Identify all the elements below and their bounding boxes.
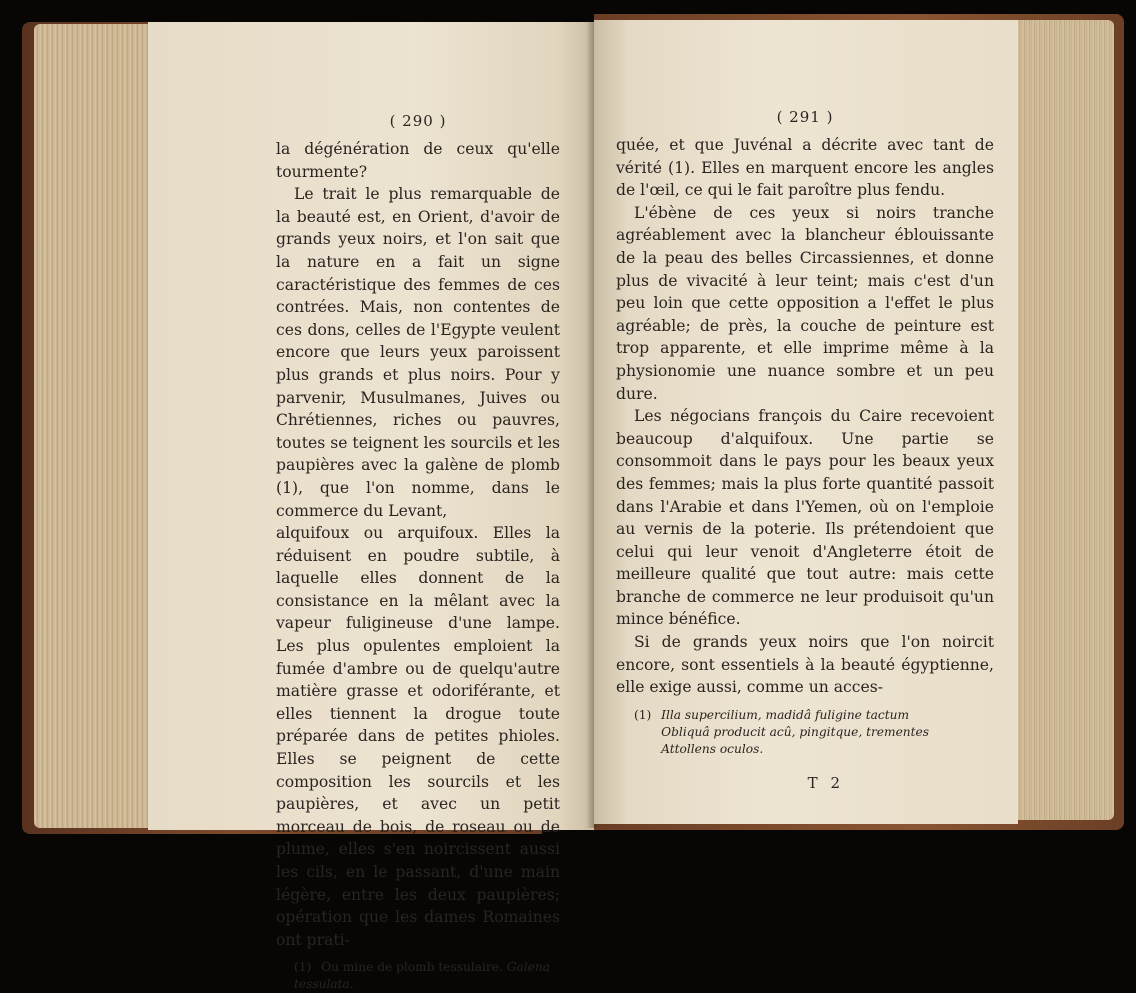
right-footnote-verse xyxy=(661,707,929,758)
right-page-edges xyxy=(1010,20,1114,820)
right-paragraph-2: L'ébène de ces yeux si noirs tranche agréablement avec la blancheur éblouissante de la peau des belles Circassiennes, et donne plus de vivacité à leur teint; mais c'est d'un peu loin que cette opposition a l'effet le plus agréable; de près, la couche de peinture est trop apparente, et elle imprime même à la physionomie une nuance sombre et un peu dure. xyxy=(616,203,994,403)
right-paragraph-4: Si de grands yeux noirs que l'on noircit encore, sont essentiels à la beauté égyptienne, elle exige aussi, comme un acces- xyxy=(616,633,994,697)
right-footnote xyxy=(616,707,994,758)
left-footnote-ref: (1) xyxy=(294,960,312,975)
right-paragraph-1: quée, et que Juvénal a décrite avec tant de vérité (1). Elles en marquent encore les angles de l'œil, ce qui le fait paroître plus fendu. xyxy=(616,136,994,200)
signature-mark: T 2 xyxy=(807,773,844,792)
left-paragraph-3: alquifoux ou arquifoux. Elles la réduisent en poudre subtile, à laquelle elles donnent de la consistance en la mêlant avec la vapeur fuligineuse d'une lampe. Les plus opulentes emploient la fumée d'ambre ou de quelqu'autre matière grasse et odoriférante, et elles tiennent la drogue toute préparée dans de petites phioles. Elles se peignent de cette composition les sourcils et les paupières, et avec un petit morceau de bois, de roseau ou de plume, elles s'en noircissent aussi les cils, en le passant, d'une main légère, entre les deux paupières; opération que les dames Romaines ont prati- xyxy=(276,524,560,949)
right-footnote-ref: (1) xyxy=(634,707,652,722)
left-footnote xyxy=(276,959,560,993)
right-page-number: ( 291 ) xyxy=(776,108,834,126)
left-paragraph-2: Le trait le plus remarquable de la beauté est, en Orient, d'avoir de grands yeux noirs, et l'on sait que la nature en a fait un signe caractéristique des femmes de ces contrées. Mais, non contentes de ces dons, celles de l'Egypte veulent encore que leurs yeux paroissent plus grands et plus noirs. Pour y parvenir, Musulmanes, Juives ou Chrétiennes, riches ou pauvres, toutes se teignent les sourcils et les paupières avec la galène de plomb (1), que l'on nomme, dans le commerce du Levant, xyxy=(276,185,560,520)
right-page xyxy=(594,20,1018,824)
footnote-line-1: Illa supercilium, madidâ fuligine tactum xyxy=(661,707,910,722)
right-paragraph-3: Les négocians françois du Caire recevoient beaucoup d'alquifoux. Une partie se consommoit dans le pays pour les beaux yeux des femmes; mais la plus forte quantité passoit dans l'Arabie et dans l'Yemen, où on l'emploie au vernis de la poterie. Ils prétendoient que celui qui leur venoit d'Angleterre étoit de meilleure qualité que tout autre: mais cette branche de commerce ne leur produisoit qu'un mince bénéfice. xyxy=(616,407,994,629)
left-footnote-text: Ou mine de plomb tessulaire. xyxy=(321,960,503,975)
left-page-edges xyxy=(34,24,154,828)
left-footnote-italic: Galena tessulata. xyxy=(294,960,550,992)
left-page-body xyxy=(276,138,560,951)
footnote-line-3: Attollens oculos. xyxy=(661,741,764,756)
left-page-number: ( 290 ) xyxy=(389,112,447,130)
footnote-line-2: Obliquâ producit acû, pingitque, trementes xyxy=(661,724,929,739)
left-paragraph-1: la dégénération de ceux qu'elle tourmente? xyxy=(276,140,560,181)
right-page-body xyxy=(616,134,994,699)
left-page xyxy=(148,22,594,992)
